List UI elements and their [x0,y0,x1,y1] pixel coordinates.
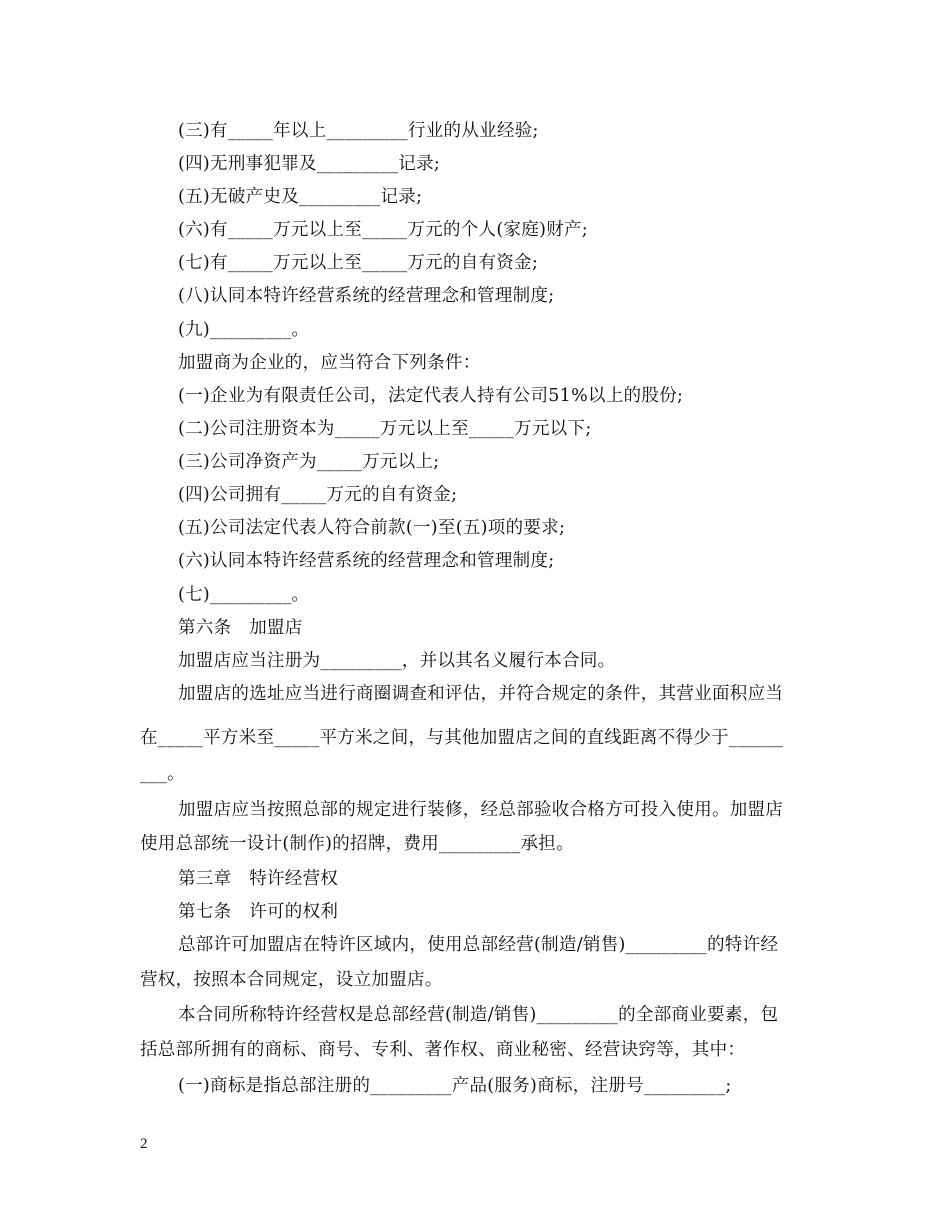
text-line: (一)企业为有限责任公司，法定代表人持有公司51%以上的股份; [178,386,684,406]
text-line: (一)商标是指总部注册的_________产品(服务)商标，注册号_________; [178,1076,732,1096]
text-line: 总部许可加盟店在特许区域内，使用总部经营(制造/销售)_________的特许经 [178,935,779,955]
text-line: (三)公司净资产为_____万元以上; [178,452,440,472]
text-line: (七)_________。 [178,585,310,605]
text-line: 加盟商为企业的，应当符合下列条件： [178,353,481,373]
section-heading: 第七条 许可的权利 [178,902,339,922]
text-line: (七)有_____万元以上至_____万元的自有资金; [178,253,539,273]
text-line: 本合同所称特许经营权是总部经营(制造/销售)_________的全部商业要素，包 [178,1005,779,1025]
text-line: (六)认同本特许经营系统的经营理念和管理制度; [178,551,555,571]
text-line: (五)无破产史及_________记录; [178,187,423,207]
text-line: 加盟店应当注册为_________，并以其名义履行本合同。 [178,651,616,671]
text-line: 加盟店应当按照总部的规定进行装修，经总部验收合格方可投入使用。加盟店 [178,800,784,820]
text-line: (三)有_____年以上_________行业的从业经验; [178,121,539,141]
text-line: 营权，按照本合同规定，设立加盟店。 [140,970,443,990]
text-line: 在_____平方米至_____平方米之间，与其他加盟店之间的直线距离不得少于______ [140,728,784,748]
chapter-heading: 第三章 特许经营权 [178,869,339,889]
text-line: (五)公司法定代表人符合前款(一)至(五)项的要求; [178,518,566,538]
text-line: (九)_________。 [178,320,310,340]
section-heading: 第六条 加盟店 [178,618,303,638]
text-line: 使用总部统一设计(制作)的招牌，费用_________承担。 [140,834,574,854]
text-line: (四)公司拥有_____万元的自有资金; [178,485,458,505]
text-line: (八)认同本特许经营系统的经营理念和管理制度; [178,286,555,306]
text-line: 加盟店的选址应当进行商圈调查和评估，并符合规定的条件，其营业面积应当 [178,684,784,704]
text-line: (四)无刑事犯罪及_________记录; [178,154,441,174]
text-line: (二)公司注册资本为_____万元以上至_____万元以下; [178,419,592,439]
text-line: ___。 [140,764,185,784]
text-line: 括总部所拥有的商标、商号、专利、著作权、商业秘密、经营诀窍等，其中： [140,1040,746,1060]
page-number: 2 [140,1136,148,1152]
text-line: (六)有_____万元以上至_____万元的个人(家庭)财产; [178,220,589,240]
